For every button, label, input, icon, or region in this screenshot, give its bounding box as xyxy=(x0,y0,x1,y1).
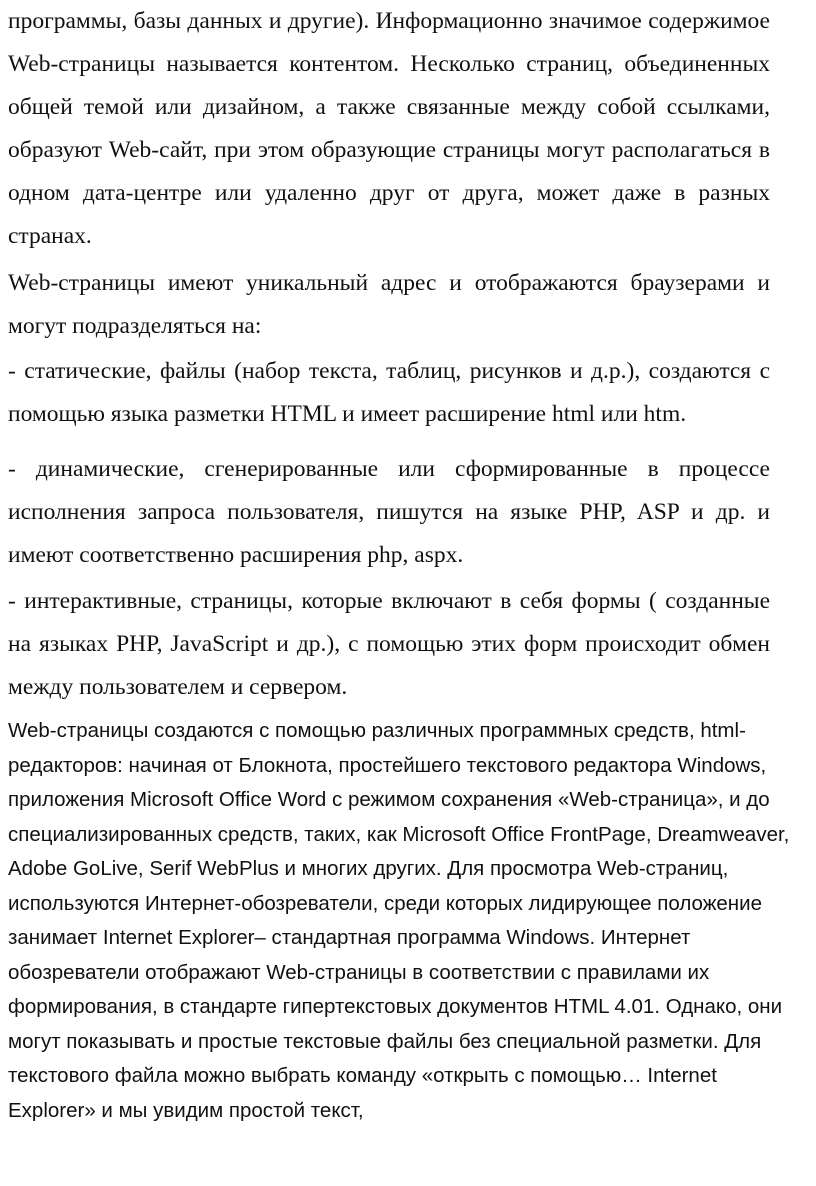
list-item-interactive xyxy=(8,580,770,709)
list-item-text: - статические, файлы (набор текста, таблиц, рисунков и д.р.), создаются с помощью языка разметки HTML и имеет расширение html или htm. xyxy=(8,358,770,427)
paragraph-text: Web-страницы имеют уникальный адрес и отображаются браузерами и могут подразделяться на: xyxy=(8,270,770,339)
list-item-text: - интерактивные, страницы, которые включают в себя формы ( созданные на языках PHP, JavaScript и др.), с помощью этих форм происходит обмен между пользователем и сервером. xyxy=(8,588,770,700)
list-item-text: - динамические, сгенерированные или сформированные в процессе исполнения запроса пользователя, пишутся на языке PHP, ASP и др. и имеют соответственно расширения php, aspx. xyxy=(8,456,770,568)
paragraph-content-definition xyxy=(8,0,770,258)
list-item-dynamic xyxy=(8,448,770,577)
list-item-static xyxy=(8,350,770,436)
paragraph-web-pages-types-intro xyxy=(8,262,770,348)
paragraph-text: программы, базы данных и другие). Информационно значимое содержимое Web-страницы называется контентом. Несколько страниц, объединенных общей темой или дизайном, а также связанные между собой ссылками, образуют Web-сайт, при этом образующие страницы могут располагаться в одном дата-центре или удаленно друг от друга, может даже в разных странах. xyxy=(8,8,770,249)
paragraph-text: Web-страницы создаются с помощью различных программных средств, html-редакторов: начиная от Блокнота, простейшего текстового редактора Windows, приложения Microsoft Office Word с режимом сохранения «Web-страница», и до специализированных средств, таких, как Microsoft Office FrontPage, Dreamweaver, Adobe GoLive, Serif WebPlus и многих других. Для просмотра Web-страниц, используются Интернет-обозреватели, среди которых лидирующее положение занимает Internet Explorer– стандартная программа Windows. Интернет обозреватели отображают Web-страницы в соответствии с правилами их формирования, в стандарте гипертекстовых документов HTML 4.01. Однако, они могут показывать и простые текстовые файлы без специальной разметки. Для текстового файла можно выбрать команду «открыть с помощью… Internet Explorer» и мы увидим простой текст, xyxy=(8,719,790,1122)
paragraph-web-page-tools xyxy=(8,714,808,1128)
